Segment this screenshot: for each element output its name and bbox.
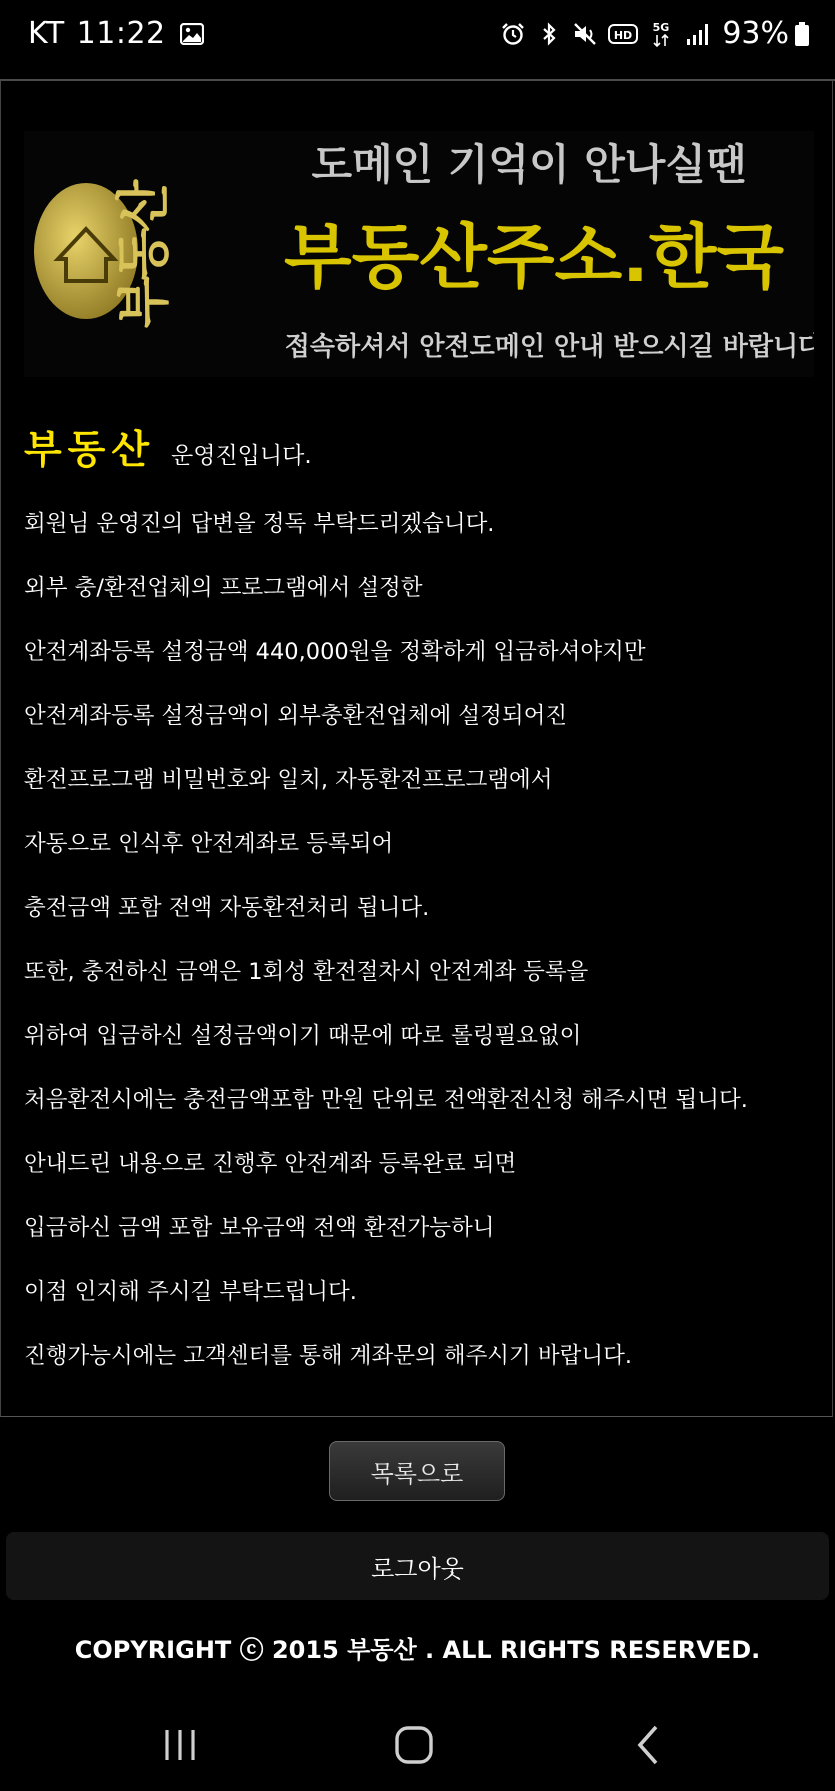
body-line: 외부 충/환전업체의 프로그램에서 설정한	[24, 575, 423, 601]
hd-icon	[608, 21, 638, 47]
recent-apps-icon[interactable]	[157, 1722, 203, 1768]
back-icon[interactable]	[626, 1722, 672, 1768]
body-line: 또한, 충전하신 금액은 1회성 환전절차시 안전계좌 등록을	[24, 959, 589, 985]
status-left	[28, 16, 204, 51]
bluetooth-icon	[536, 21, 562, 47]
banner-line1: 도메인 기억이 안나실땐	[311, 140, 747, 189]
body-line: 이점 인지해 주시길 부탁드립니다.	[24, 1279, 357, 1305]
banner-line3: 접속하셔서 안전도메인 안내 받으시길 바랍니다	[284, 332, 814, 362]
clock: 11:22	[76, 16, 166, 51]
banner-graphic	[24, 131, 814, 377]
body-line: 진행가능시에는 고객센터를 통해 계좌문의 해주시기 바랍니다.	[24, 1343, 633, 1369]
body-line: 안내드린 내용으로 진행후 안전계좌 등록완료 되면	[24, 1151, 517, 1177]
back-to-list-button[interactable]: 목록으로	[329, 1441, 505, 1501]
logout-button[interactable]: 로그아웃	[6, 1532, 829, 1600]
heading-subtitle: 운영진입니다.	[171, 443, 312, 469]
body-line: 자동으로 인식후 안전계좌로 등록되어	[24, 831, 394, 857]
banner-logo-text: 부동산	[112, 183, 175, 329]
status-right	[490, 16, 809, 51]
battery-icon	[795, 22, 809, 46]
gallery-icon	[180, 23, 204, 45]
network-label: 5G	[652, 20, 670, 34]
mute-icon	[572, 21, 598, 47]
battery-percent: 93%	[722, 16, 789, 51]
body-line: 환전프로그램 비밀번호와 일치, 자동환전프로그램에서	[24, 767, 553, 793]
status-bar	[0, 0, 835, 72]
body-line: 회원님 운영진의 답변을 정독 부탁드리겠습니다.	[24, 511, 495, 537]
carrier-label: KT	[28, 16, 65, 51]
alarm-icon	[500, 21, 526, 47]
5g-icon	[648, 19, 674, 49]
home-icon[interactable]	[391, 1722, 437, 1768]
body-line: 처음환전시에는 충전금액포함 만원 단위로 전액환전신청 해주시면 됩니다.	[24, 1087, 748, 1113]
post-content	[0, 81, 833, 1417]
domain-banner-image	[24, 131, 814, 377]
body-line: 위하여 입금하신 설정금액이기 때문에 따로 롤링필요없이	[24, 1023, 582, 1049]
banner-line2: 부동산주소.한국	[284, 216, 784, 298]
post-heading	[24, 419, 312, 475]
body-line: 충전금액 포함 전액 자동환전처리 됩니다.	[24, 895, 430, 921]
brand-name: 부동산	[24, 428, 156, 473]
copyright-text: COPYRIGHT ⓒ 2015 부동산 . ALL RIGHTS RESERVED.	[74, 1636, 761, 1664]
system-nav-bar	[0, 1700, 835, 1791]
hd-label: HD	[614, 28, 633, 42]
body-line: 입금하신 금액 포함 보유금액 전액 환전가능하니	[24, 1215, 495, 1241]
post-body	[24, 492, 814, 1388]
body-line: 안전계좌등록 설정금액 440,000원을 정확하게 입금하셔야지만	[24, 639, 646, 665]
body-line: 안전계좌등록 설정금액이 외부충환전업체에 설정되어진	[24, 703, 568, 729]
signal-icon	[684, 21, 710, 47]
